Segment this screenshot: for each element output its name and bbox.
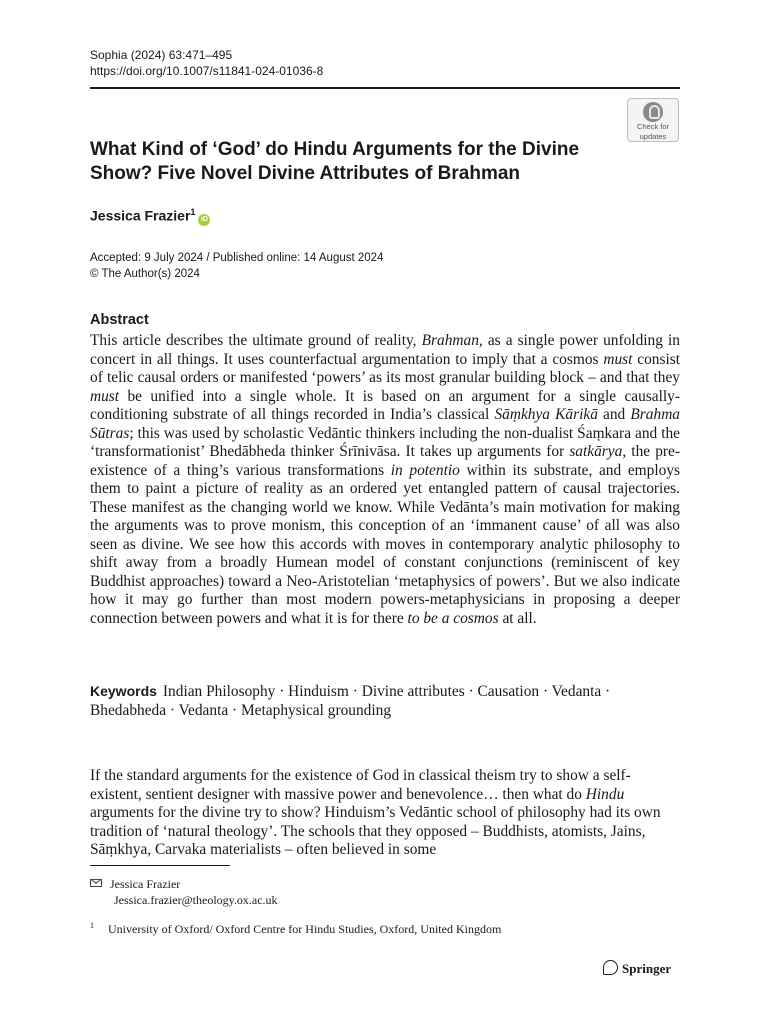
footnote-rule (90, 865, 230, 866)
check-updates-line1: Check for (636, 122, 670, 131)
affiliation-footnote (90, 918, 501, 937)
paper-title: What Kind of ‘God’ do Hindu Arguments for the Divine Show? Five Novel Divine Attributes of Brahman (90, 139, 580, 184)
publisher-name: Springer (622, 961, 672, 976)
intro-paragraph: If the standard arguments for the existence of God in classical theism try to show a self-existent, sentient designer with massive power and benevolence… then what do Hindu arguments for the divine try to show? Hinduism’s Vedāntic school of philosophy had its own tradition of ‘natural theology’. The schools that they opposed – Buddhists, atomists, Jains, Sāṃkhya, Carvaka materialists – often believed in some (90, 767, 661, 858)
publisher-logo (603, 960, 671, 977)
keywords-list: Indian Philosophy · Hinduism · Divine attributes · Causation · Vedanta · Bhedabheda · Vedanta · Metaphysical grounding (90, 683, 611, 719)
correspondence (90, 876, 278, 908)
accepted-published-line: Accepted: 9 July 2024 / Published online: 14 August 2024 (90, 252, 384, 264)
abstract-heading: Abstract (90, 312, 149, 328)
abstract-text: This article describes the ultimate ground of reality, Brahman, as a single power unfolding in concert in all things. It uses counterfactual argumentation to imply that a cosmos must consist of telic causal orders or manifested ‘powers’ as its most granular building block – and that they must be unified into a single whole. It is based on an argument for a single causally-conditioning substrate of all things recorded in India’s classical Sāṃkhya Kārikā and Brahma Sūtras; this was used by scholastic Vedāntic thinkers including the non-dualist Śaṃkara and the ‘transformationist’ Bhedābheda thinker Śrīnivāsa. It takes up arguments for satkārya, the pre-existence of a thing’s various transformations in potentio within its substrate, and employs them to paint a picture of reality as an ordered yet entangled pattern of causal trajectories. These manifest as the changing world we know. While Vedānta’s main motivation for making the arguments was to prove monism, this conception of an ‘immanent cause’ of all was also seen as divine. We see how this accords with moves in contemporary analytic philosophy to shift away from a broadly Humean model of constant conjunctions (reminiscent of key Buddhist approaches) toward a Neo-Aristotelian ‘metaphysics of powers’. But we also indicate how it may go further than most modern powers-metaphysicians in proposing a deeper connection between powers and what it is for there to be a cosmos at all. (90, 332, 681, 627)
publication-dates (90, 250, 383, 282)
springer-horse-icon (603, 960, 618, 975)
copyright-line: © The Author(s) 2024 (90, 268, 200, 280)
orcid-icon[interactable]: iD (198, 214, 210, 226)
keywords (90, 682, 680, 720)
corresponding-author-email[interactable]: Jessica.frazier@theology.ox.ac.uk (114, 893, 278, 907)
doi-link[interactable]: https://doi.org/10.1007/s11841-024-01036-8 (90, 64, 324, 78)
check-updates-line2: updates (639, 131, 667, 141)
journal-citation: Sophia (2024) 63:471–495 (90, 48, 233, 62)
author-line (90, 207, 210, 226)
bookmark-icon (643, 102, 663, 122)
author-name: Jessica Frazier (90, 207, 191, 224)
affiliation-mark: 1 (90, 921, 94, 930)
top-rule (90, 87, 680, 89)
keywords-label: Keywords (90, 683, 157, 699)
header-meta (90, 47, 323, 79)
corresponding-author-name: Jessica Frazier (110, 877, 181, 891)
envelope-icon (90, 879, 102, 887)
author-affiliation-mark: 1 (190, 207, 196, 217)
check-for-updates-badge[interactable] (627, 98, 679, 142)
affiliation-text: University of Oxford/ Oxford Centre for Hindu Studies, Oxford, United Kingdom (108, 922, 502, 936)
